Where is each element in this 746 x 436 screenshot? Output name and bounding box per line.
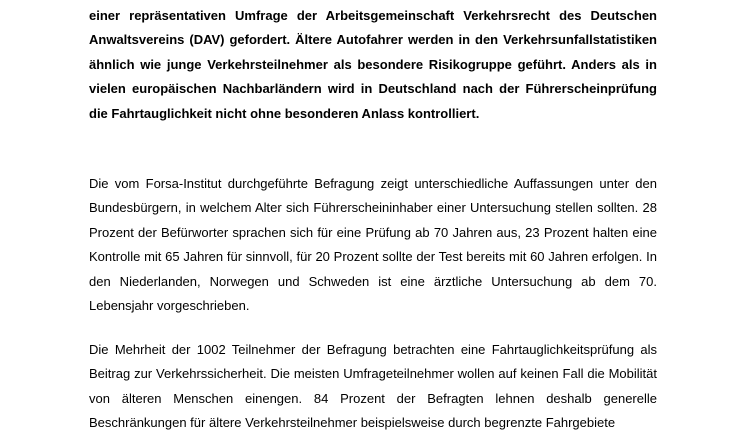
body-paragraph-participants: Die Mehrheit der 1002 Teilnehmer der Befragung betrachten eine Fahrtauglichkeitsprüfung als Beitrag zur Verkehrssicherheit. Die meisten Umfrageteilnehmer wollen auf keinen Fall die Mobilität von älteren Menschen einengen. 84 Prozent der Befragten lehnen deshalb generelle Beschränkungen für ältere Verkehrsteilnehmer beispielsweise durch begrenzte Fahrgebiete bbox=[89, 342, 657, 431]
lead-paragraph: einer repräsentativen Umfrage der Arbeitsgemeinschaft Verkehrsrecht des Deutschen Anwaltsvereins (DAV) gefordert. Ältere Autofahrer werden in den Verkehrsunfallstatistiken ähnlich wie junge Verkehrsteilnehmer als besondere Risikogruppe geführt. Anders als in vielen europäischen Nachbarländern wird in Deutschland nach der Führerscheinprüfung die Fahrtauglichkeit nicht ohne besonderen Anlass kontrolliert. bbox=[89, 8, 657, 121]
body-paragraph-survey-results: Die vom Forsa-Institut durchgeführte Befragung zeigt unterschiedliche Auffassungen unter den Bundesbürgern, in welchem Alter sich Führerscheininhaber einer Untersuchung stellen sollten. 28 Prozent der Befürworter sprachen sich für eine Prüfung ab 70 Jahren aus, 23 Prozent halten eine Kontrolle mit 65 Jahren für sinnvoll, für 20 Prozent sollte der Test bereits mit 60 Jahren erfolgen. In den Niederlanden, Norwegen und Schweden ist eine ärztliche Untersuchung ab dem 70. Lebensjahr vorgeschrieben. bbox=[89, 176, 657, 314]
